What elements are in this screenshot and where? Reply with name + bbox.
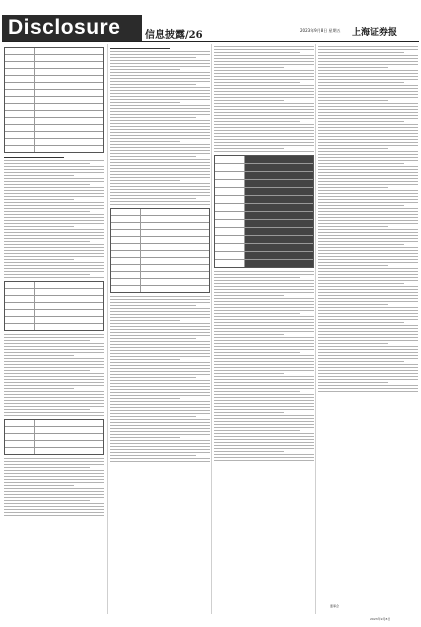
signature-block xyxy=(330,604,415,608)
data-table xyxy=(4,419,104,455)
signature-text: 董事会 xyxy=(330,604,340,608)
section-title: 信息披露/26 xyxy=(145,30,203,41)
data-table xyxy=(4,281,104,331)
data-table xyxy=(214,155,314,268)
banner-text: Disclosure xyxy=(8,16,121,39)
info-table xyxy=(4,47,104,153)
column-divider xyxy=(107,44,108,614)
issue-date: 2023年9月8日 星期五 xyxy=(300,28,341,33)
column-divider xyxy=(211,44,212,614)
page-header xyxy=(0,0,421,42)
header-rule xyxy=(2,41,419,42)
text-column-3 xyxy=(214,44,314,614)
disclosure-banner xyxy=(2,15,142,41)
footer-date: 2023年9月8日 xyxy=(370,617,391,621)
newspaper-logo: 上海证券报 xyxy=(352,28,398,38)
text-column-1 xyxy=(4,44,104,614)
column-divider xyxy=(315,44,316,614)
text-column-4 xyxy=(318,44,418,614)
text-column-2 xyxy=(110,44,210,614)
data-table xyxy=(110,208,210,293)
